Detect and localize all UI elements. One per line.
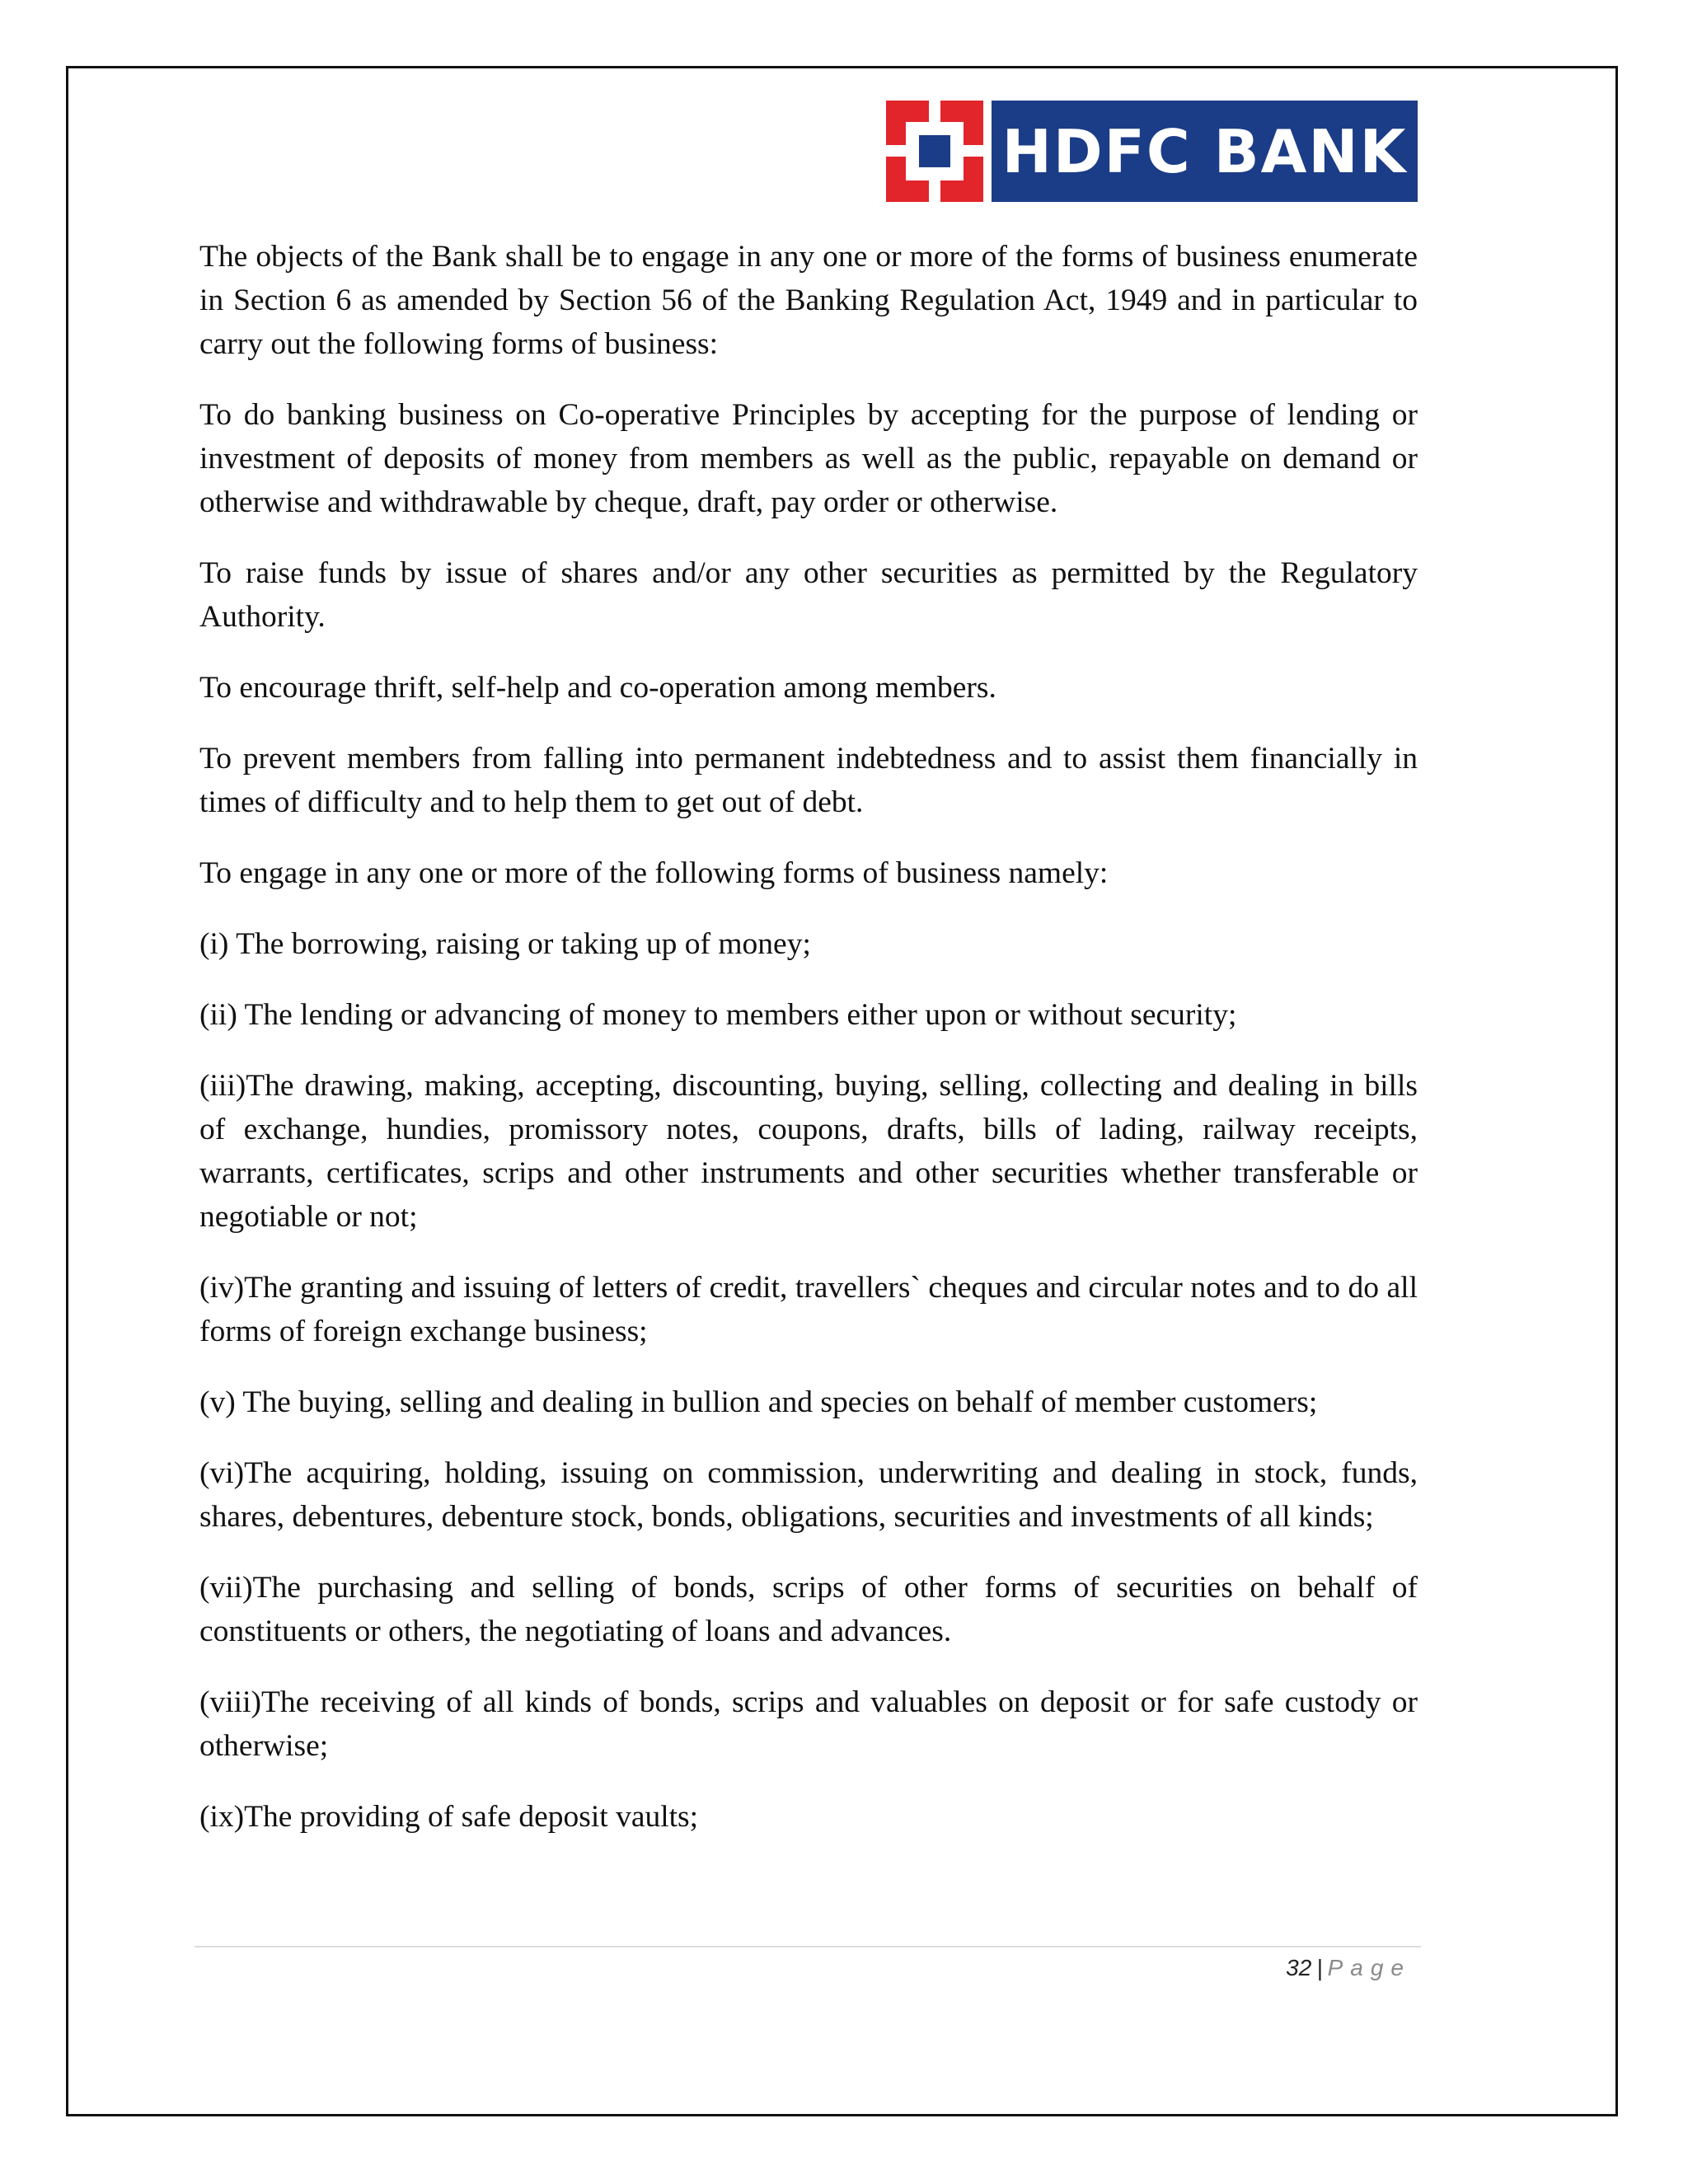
- list-item-iv: (iv)The granting and issuing of letters of credit, travellers` cheques and circular notes and to do all forms of foreign exchange business;: [199, 1271, 1418, 1348]
- page-separator: |: [1316, 1955, 1323, 1980]
- list-item-i: (i) The borrowing, raising or taking up of money;: [199, 927, 811, 961]
- paragraph-banking-business: To do banking business on Co-operative Principles by accepting for the purpose of lending or investment of deposits of money from members as well as the public, repayable on demand or otherwise and withdrawable by cheque, draft, pay order or otherwise.: [199, 398, 1418, 519]
- list-item-viii: (viii)The receiving of all kinds of bonds, scrips and valuables on deposit or for safe custody or otherwise;: [199, 1685, 1418, 1763]
- document-body: [199, 235, 1418, 1866]
- paragraph-raise-funds: To raise funds by issue of shares and/or any other securities as permitted by the Regulatory Authority.: [199, 556, 1418, 634]
- page-footer: [1236, 1952, 1411, 1985]
- list-item-iii: (iii)The drawing, making, accepting, discounting, buying, selling, collecting and dealing in bills of exchange, hundies, promissory notes, coupons, drafts, bills of lading, railway receipts, warrants, certificates, scrips and other instruments and other securities whether transferable or negotiable or not;: [199, 1069, 1418, 1234]
- paragraph-objects: The objects of the Bank shall be to engage in any one or more of the forms of business enumerate in Section 6 as amended by Section 56 of the Banking Regulation Act, 1949 and in particular to carry out the following forms of business:: [199, 240, 1418, 361]
- list-item-ii: (ii) The lending or advancing of money to members either upon or without security;: [199, 998, 1237, 1032]
- footer-divider: [195, 1946, 1421, 1947]
- hdfc-logo-mark-icon: [886, 101, 983, 202]
- paragraph-prevent-indebtedness: To prevent members from falling into permanent indebtedness and to assist them financially in times of difficulty and to help them to get out of debt.: [199, 742, 1418, 819]
- list-item-vi: (vi)The acquiring, holding, issuing on commission, underwriting and dealing in stock, funds, shares, debentures, debenture stock, bonds, obligations, securities and investments of all kinds;: [199, 1456, 1418, 1534]
- page-number: 32: [1286, 1955, 1312, 1980]
- list-item-ix: (ix)The providing of safe deposit vaults;: [199, 1800, 699, 1834]
- list-item-v: (v) The buying, selling and dealing in bullion and species on behalf of member customers;: [199, 1385, 1318, 1419]
- paragraph-engage-forms: To engage in any one or more of the following forms of business namely:: [199, 856, 1109, 890]
- paragraph-encourage-thrift: To encourage thrift, self-help and co-operation among members.: [199, 671, 996, 705]
- page-label: Page: [1327, 1955, 1411, 1980]
- hdfc-bank-logo: [886, 101, 1418, 202]
- list-item-vii: (vii)The purchasing and selling of bonds, scrips of other forms of securities on behalf of constituents or others, the negotiating of loans and advances.: [199, 1571, 1418, 1648]
- logo-wordmark: HDFC BANK: [992, 101, 1418, 202]
